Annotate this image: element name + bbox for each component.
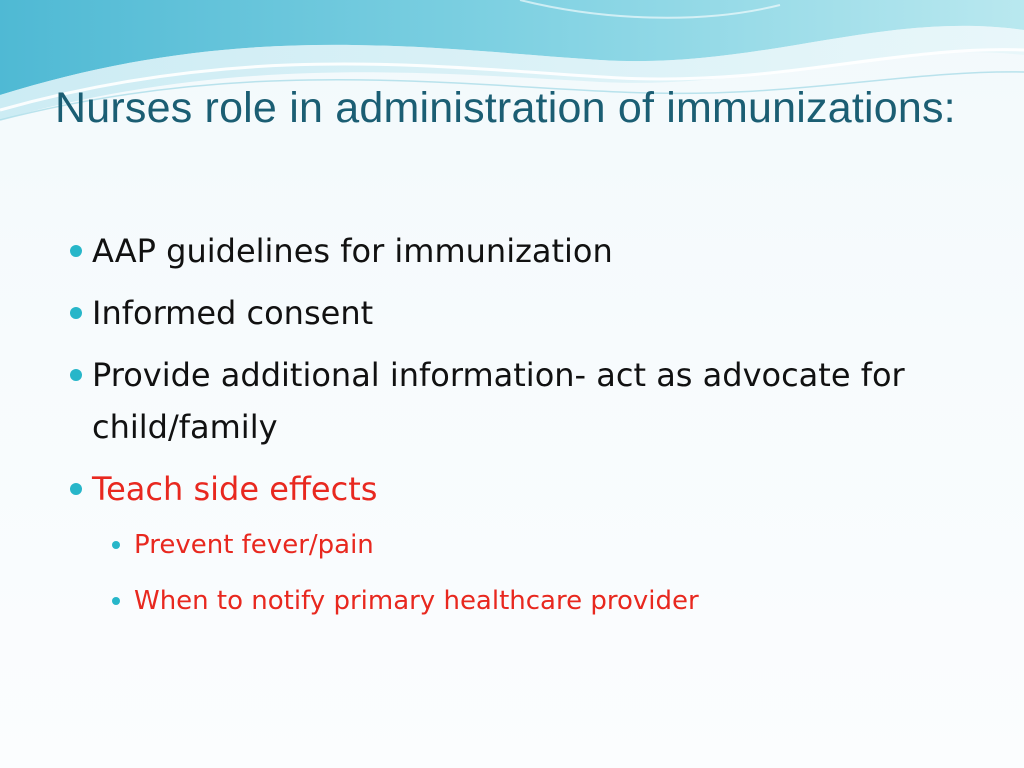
bullet-icon xyxy=(70,369,82,381)
bullet-item xyxy=(70,225,970,277)
sub-bullet-text: When to notify primary healthcare provider xyxy=(134,586,699,616)
bullet-item-emphasis xyxy=(70,463,970,515)
bullet-icon xyxy=(70,483,82,495)
bullet-icon xyxy=(70,245,82,257)
slide-title: Nurses role in administration of immunizations: xyxy=(55,84,956,132)
bullet-text: Provide additional information- act as advocate for child/family xyxy=(92,356,905,446)
bullet-item xyxy=(70,349,970,453)
bullet-text: Informed consent xyxy=(92,294,374,332)
sub-bullet-item xyxy=(70,581,970,621)
bullet-text: Teach side effects xyxy=(92,470,378,508)
bullet-text: AAP guidelines for immunization xyxy=(92,232,613,270)
sub-bullet-icon xyxy=(112,597,120,605)
sub-bullet-text: Prevent fever/pain xyxy=(134,530,374,560)
bullet-icon xyxy=(70,307,82,319)
sub-bullet-icon xyxy=(112,541,120,549)
bullet-list xyxy=(70,225,970,637)
sub-bullet-item xyxy=(70,525,970,565)
bullet-item xyxy=(70,287,970,339)
